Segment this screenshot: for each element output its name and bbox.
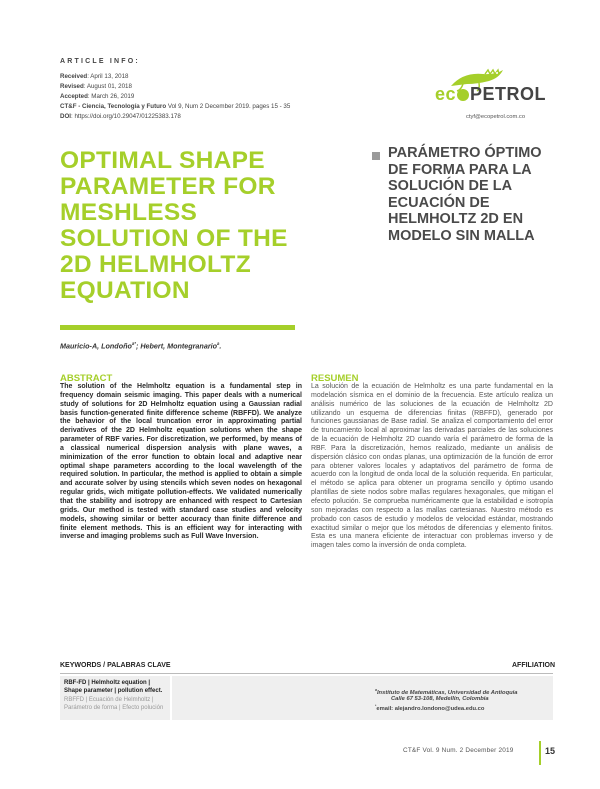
ecopetrol-logo [433, 64, 553, 114]
article-info-heading: ARTICLE INFO: [60, 58, 140, 65]
keywords-box [60, 676, 170, 720]
journal-citation: CT&F - Ciencia, Tecnología y Futuro Vol 9, Num 2 December 2019. pages 15 - 35 [60, 103, 291, 110]
page-number: 15 [545, 746, 556, 756]
resumen-heading: RESUMEN [311, 373, 359, 384]
affiliation-address: Calle 67 53-108, Medellín, Colombia [391, 696, 489, 702]
keywords-spanish: RBFFD | Ecuación de Helmholtz | Parámetro de forma | Efecto polución [64, 696, 164, 712]
affiliation-email[interactable]: *email: alejandro.londono@udea.edu.co [375, 704, 485, 712]
affiliation-box [172, 676, 553, 720]
title-spanish: PARÁMETRO ÓPTIMO DE FORMA PARA LA SOLUCIÓN DE LA ECUACIÓN DE HELMHOLTZ 2D EN MODELO SIN MALLA [388, 145, 542, 244]
title-underline [60, 325, 295, 330]
square-bullet-icon [372, 152, 380, 160]
keywords-english: RBF-FD | Helmholtz equation | Shape parameter | pollution effect. [64, 680, 163, 695]
section-divider [60, 673, 553, 674]
resumen-body: La solución de la ecuación de Helmholtz es una parte fundamental en la modelación sísmica en el dominio de la frecuencia. Este artículo realiza un análisis numérico de las soluciones de la ecuación de Helmholtz 2D utilizando un esquema de diferencias finitas (RBFFD), generado por funciones gaussianas de Base radial. Se analiza el comportamiento del error de truncamiento local al aproximar las derivadas parciales de las soluciones de la ecuación de Helmholtz 2D cuando varía el parámetro de forma de la RBF. Para la discretización, hemos realizado, mediante un análisis de dispersión clásico con ondas planas, una optimización de la función de error para obtener valores locales y adaptativos del parámetro de forma de acuerdo con la longitud de onda local de la solución requerida. En particular, el método se aplica para obtener un programa sencillo y óptimo usando plantillas de siete nodos sobre mallas regulares hexagonales, que mitigan el efecto polución. Se comprueba numéricamente que la estabilidad e isotropía son mejoradas con respecto a las mallas cartesianas. Nuestro método es probado con casos de estudio y modelos de velocidad estándar, mostrando exactitud similar o mejor que los métodos de diferencias y elemento finitos. Esta es una manera eficiente de interactuar con problemas inverso y de imagen tales como la inversión de onda completa. [311, 383, 553, 550]
affiliation-institute: $^a$Instituto de Matemáticas, Universidad de Antioquia [375, 688, 518, 696]
keywords-heading: KEYWORDS / PALABRAS CLAVE [60, 662, 171, 669]
logo-wordmark: ec PETROL [435, 84, 547, 104]
contact-email[interactable]: ctyf@ecopetrol.com.co [466, 114, 526, 120]
abstract-heading: ABSTRACT [60, 373, 113, 384]
authors: Mauricio-A, Londoño$^{a*}$; Hebert, Montegranario$^a$. [60, 341, 222, 351]
affiliation-heading: AFFILIATION [512, 662, 556, 669]
abstract-body: The solution of the Helmholtz equation is a fundamental step in frequency domain seismic imaging. This paper deals with a numerical study of solutions for 2D Helmholtz equation using a Gaussian radial basis function-generated finite difference scheme (RBFFD). We analyze the behavior of the local truncation error in approximating partial derivatives of the 2D Helmholtz equation solutions when the shape parameter of RBF varies. For discretization, we performed, by means of a classical numerical dispersion analysis with plane waves, a minimization of the error function to obtain local and adaptive near optimal shape parameters according to the local wavelength of the required solution. In particular, the method is applied to obtain a simple and accurate solver by using stencils which seven nodes on hexagonal regular grids, wich mitigate pollution-effects. We validated numerically that the stability and isotropy are enhanced with respect to Cartesian grids. Our method is tested with standard case studies and velocity models, showing similar or better accuracy than finite difference and finite element methods. This is an efficient way for interacting with inverse and imaging problems such as Full Wave Inversion. [60, 383, 302, 541]
accepted-date: Accepted: March 26, 2019 [60, 93, 135, 100]
received-date: Received: April 13, 2018 [60, 73, 129, 80]
revised-date: Revised: August 01, 2018 [60, 83, 132, 90]
doi-line[interactable]: DOI: https://doi.org/10.29047/01225383.178 [60, 113, 181, 120]
logo-o-icon [457, 89, 469, 101]
footer-journal: CT&F Vol. 9 Num. 2 December 2019 [403, 747, 514, 754]
title-english: OPTIMAL SHAPE PARAMETER FOR MESHLESS SOLUTION OF THE 2D HELMHOLTZ EQUATION [60, 147, 288, 304]
footer-bar [539, 741, 541, 765]
